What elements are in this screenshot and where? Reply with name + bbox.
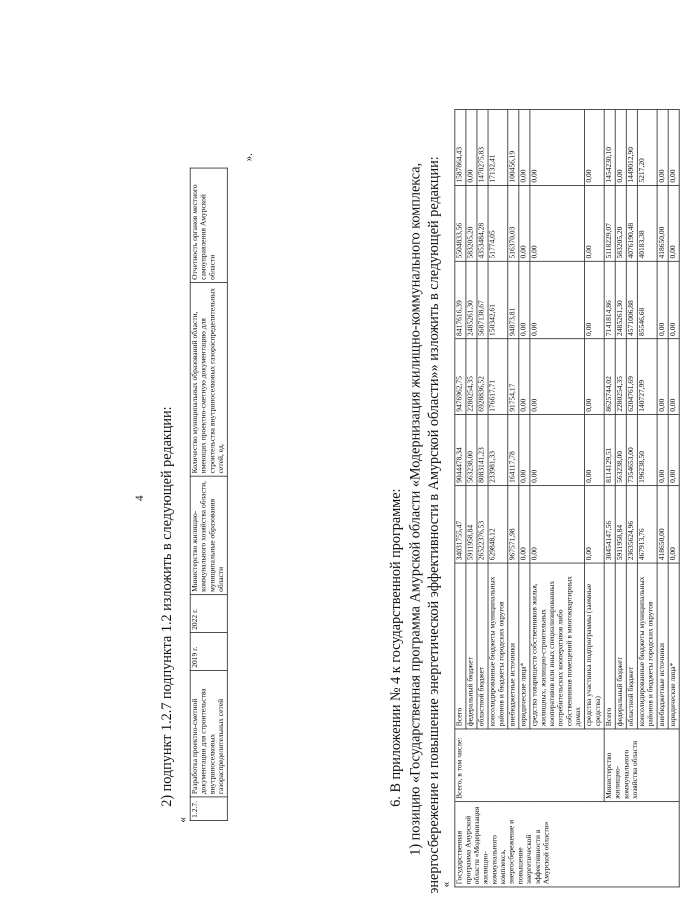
amount-cell: 0,00	[668, 185, 679, 261]
amount-cell: 5687138,67	[477, 261, 488, 338]
amount-cell: 176617,71	[488, 339, 508, 415]
amount-cell: 0,00	[519, 110, 530, 186]
table-program-financing	[454, 109, 679, 887]
page-number: 4	[134, 495, 147, 502]
funding-source-label: консолидированные бюджеты муниципальных районов и бюджеты городских округов	[488, 563, 508, 729]
funding-source-label: консолидированные бюджеты муниципальных районов и бюджеты городских округов	[637, 563, 657, 729]
amount-cell: 0,00	[530, 339, 585, 415]
amount-cell: 23635624,96	[626, 486, 637, 563]
amount-cell: 0,00	[657, 261, 668, 338]
amount-cell: 8083141,23	[477, 415, 488, 486]
table-body	[455, 110, 679, 887]
amount-cell: 0,00	[584, 486, 604, 563]
amount-cell: 1454230,10	[604, 110, 615, 186]
amount-cell: 0,00	[530, 110, 585, 186]
amount-cell: 0,00	[519, 415, 530, 486]
item2-heading: 2) подпункт 1.2.7 подпункта 1.2 изложить в следующей редакции:	[158, 406, 174, 807]
quote-close: ».	[243, 153, 256, 162]
amount-cell: 8625744,02	[604, 339, 615, 415]
amount-cell: 2280254,35	[615, 339, 626, 415]
amount-cell: 1470275,83	[477, 110, 488, 186]
amount-cell: 6928836,52	[477, 339, 488, 415]
amount-cell: 0,00	[519, 261, 530, 338]
funding-source-label: Всего	[604, 563, 615, 729]
amount-cell: 8417616,39	[455, 261, 466, 338]
amount-cell: 100456,19	[508, 110, 519, 186]
amount-cell: 583205,20	[466, 185, 477, 261]
amount-cell: 0,00	[657, 339, 668, 415]
amount-cell: 0,00	[584, 415, 604, 486]
funding-source-label: федеральный бюджет	[466, 563, 477, 729]
amount-cell: 1449012,90	[626, 110, 637, 186]
amount-cell: 418650,00	[657, 185, 668, 261]
amount-cell: 0,00	[668, 486, 679, 563]
funding-source-label: областной бюджет	[626, 563, 637, 729]
amount-cell: 2485261,30	[466, 261, 477, 338]
amount-cell: 8114129,51	[604, 415, 615, 486]
amount-cell: 5118229,07	[604, 185, 615, 261]
amount-cell: 1587864,43	[455, 110, 466, 186]
table-row	[455, 110, 466, 887]
amount-cell: 563238,00	[615, 415, 626, 486]
amount-cell: 94873,81	[508, 261, 519, 338]
amount-cell: 196238,50	[637, 415, 657, 486]
funding-source-label: юридические лица*	[519, 563, 530, 729]
amount-cell: 0,00	[466, 110, 477, 186]
amount-cell: 164117,78	[508, 415, 519, 486]
amount-cell: 7141814,86	[604, 261, 615, 338]
year-end: 2022 г.	[190, 595, 227, 633]
amount-cell: 0,00	[519, 339, 530, 415]
amount-cell: 0,00	[530, 415, 585, 486]
rotated-document-page	[95, 110, 678, 900]
table-item-1-2-7	[190, 168, 228, 821]
amount-cell: 4076190,48	[626, 185, 637, 261]
amount-cell: 0,00	[657, 110, 668, 186]
amount-cell: 0,00	[668, 261, 679, 338]
amount-cell: 17132,41	[488, 110, 508, 186]
amount-cell: 0,00	[657, 415, 668, 486]
amount-cell: 34031755,47	[455, 486, 466, 563]
amount-cell: 51774,05	[488, 185, 508, 261]
program-name: Государственная программа Амурской области «Модернизация жилищно-коммунального комплекса, энергосбережение и повышение энергетической эффективности в Амурской области»	[455, 802, 679, 887]
table-row	[190, 168, 227, 821]
amount-cell: 418650,00	[657, 486, 668, 563]
amount-cell: 233981,33	[488, 415, 508, 486]
amount-cell: 967571,98	[508, 486, 519, 563]
amount-cell: 0,00	[615, 110, 626, 186]
amount-cell: 9044478,34	[455, 415, 466, 486]
amount-cell: 0,00	[668, 415, 679, 486]
amount-cell: 0,00	[584, 261, 604, 338]
quote-open-2: «	[441, 881, 453, 888]
amount-cell: 583205,20	[615, 185, 626, 261]
amount-cell: 2485261,30	[615, 261, 626, 338]
funding-source-label: внебюджетные источники	[657, 563, 668, 729]
amount-cell: 467913,76	[637, 486, 657, 563]
section6-line2: энергосбережение и повышение энергетической эффективности в Амурской области»» изложить в следующей редакции:	[425, 156, 442, 894]
amount-cell: 0,00	[530, 486, 585, 563]
amount-cell: 0,00	[584, 185, 604, 261]
amount-cell: 516370,03	[508, 185, 519, 261]
amount-cell: 5504833,56	[455, 185, 466, 261]
funding-source-label: федеральный бюджет	[615, 563, 626, 729]
funding-source-label: юридические лица*	[668, 563, 679, 729]
amount-cell: 0,00	[668, 110, 679, 186]
amount-cell: 26522376,53	[477, 486, 488, 563]
item-number: 1.2.7.	[190, 797, 227, 821]
amount-cell: 0,00	[668, 339, 679, 415]
amount-cell: 30454147,56	[604, 486, 615, 563]
amount-cell: 6204761,69	[626, 339, 637, 415]
amount-cell: 9476962,75	[455, 339, 466, 415]
activity-name: Разработка проектно-сметной документации для строительства внутрипоселковых газораспределительных сетей	[190, 671, 227, 797]
funding-source-label: областной бюджет	[477, 563, 488, 729]
amount-cell: 4571006,88	[626, 261, 637, 338]
amount-cell: 85546,68	[637, 261, 657, 338]
executor: Министерство жилищно-коммунального хозяйства области, муниципальные образования области	[190, 476, 227, 595]
amount-cell: 629848,12	[488, 486, 508, 563]
amount-cell: 0,00	[530, 261, 585, 338]
amount-cell: 4353484,28	[477, 185, 488, 261]
funding-source-label: средства участника подпрограммы (заемные средства)	[584, 563, 604, 729]
amount-cell: 7354653,00	[626, 415, 637, 486]
funding-source-label: внебюджетные источники	[508, 563, 519, 729]
program-total-label: Всего, в том числе:	[455, 729, 604, 802]
amount-cell: 150342,61	[488, 261, 508, 338]
indicator: Количество муниципальных образований области, имеющих проектно-сметную документацию для строительства внутрипоселковых газораспределительных сетей, ед.	[190, 283, 227, 477]
amount-cell: 0,00	[530, 185, 585, 261]
year-start: 2019 г.	[190, 633, 227, 671]
amount-cell: 5911958,84	[615, 486, 626, 563]
amount-cell: 5217,20	[637, 110, 657, 186]
amount-cell: 0,00	[584, 339, 604, 415]
amount-cell: 2280254,35	[466, 339, 477, 415]
amount-cell: 563238,00	[466, 415, 477, 486]
funding-source-label: средства товариществ собственников жилья, жилищных, жилищно-строительных кооперативов или иных специализированных потребительских кооперативов либо собственников помещений в многоквартирных домах	[530, 563, 585, 729]
result: Отчетность органов местного самоуправления Амурской области	[190, 168, 227, 283]
responsible-ministry: Министерство жилищно-коммунального хозяйства области	[604, 729, 679, 802]
section6-heading: 6. В приложении № 4 к государственной программе:	[387, 488, 404, 807]
quote-open: «	[177, 817, 190, 823]
amount-cell: 91754,17	[508, 339, 519, 415]
section6-line1: 1) позицию «Государственная программа Амурской области «Модернизация жилищно-коммунального комплекса,	[407, 162, 423, 856]
amount-cell: 0,00	[519, 185, 530, 261]
amount-cell: 0,00	[584, 110, 604, 186]
amount-cell: 0,00	[519, 486, 530, 563]
amount-cell: 140727,99	[637, 339, 657, 415]
amount-cell: 40183,38	[637, 185, 657, 261]
amount-cell: 5911958,84	[466, 486, 477, 563]
table-row	[604, 110, 615, 887]
funding-source-label: Всего	[455, 563, 466, 729]
